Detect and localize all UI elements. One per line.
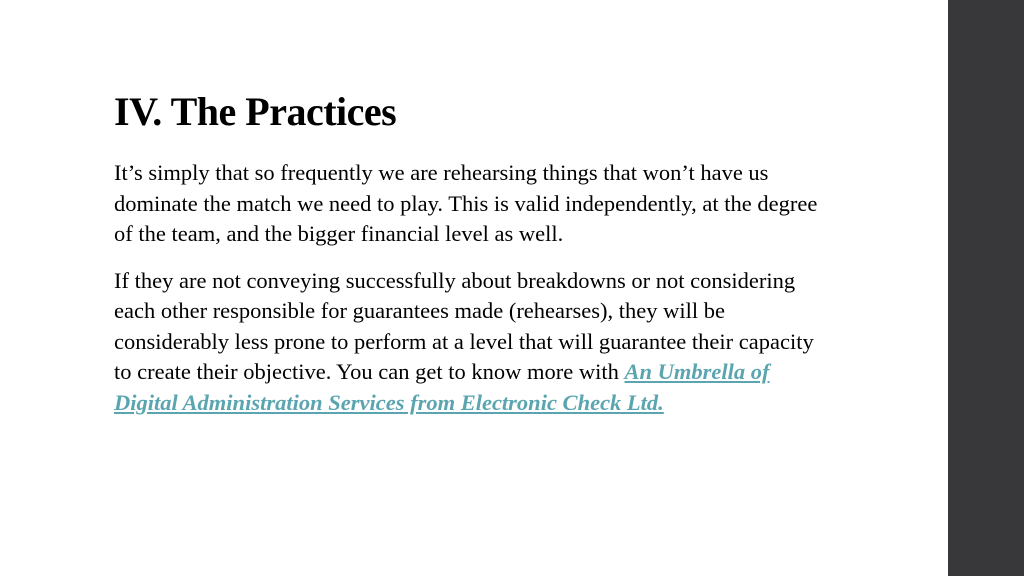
slide-content bbox=[114, 86, 834, 418]
paragraph-2 bbox=[114, 266, 834, 419]
paragraph-2-text: If they are not conveying successfully about breakdowns or not considering each other responsible for guarantees made (rehearses), they will be considerably less prone to perform at a level that will guarantee their capacity to create their objective. You can get to know more with bbox=[114, 267, 814, 384]
slide-title: IV. The Practices bbox=[114, 89, 397, 134]
right-sidebar-bar bbox=[948, 0, 1024, 576]
paragraph-1: It’s simply that so frequently we are rehearsing things that won’t have us dominate the match we need to play. This is valid independently, at the degree of the team, and the bigger financial level as well. bbox=[114, 160, 818, 246]
electronic-check-link[interactable]: An Umbrella of Digital Administration Services from Electronic Check Ltd. bbox=[114, 359, 770, 415]
